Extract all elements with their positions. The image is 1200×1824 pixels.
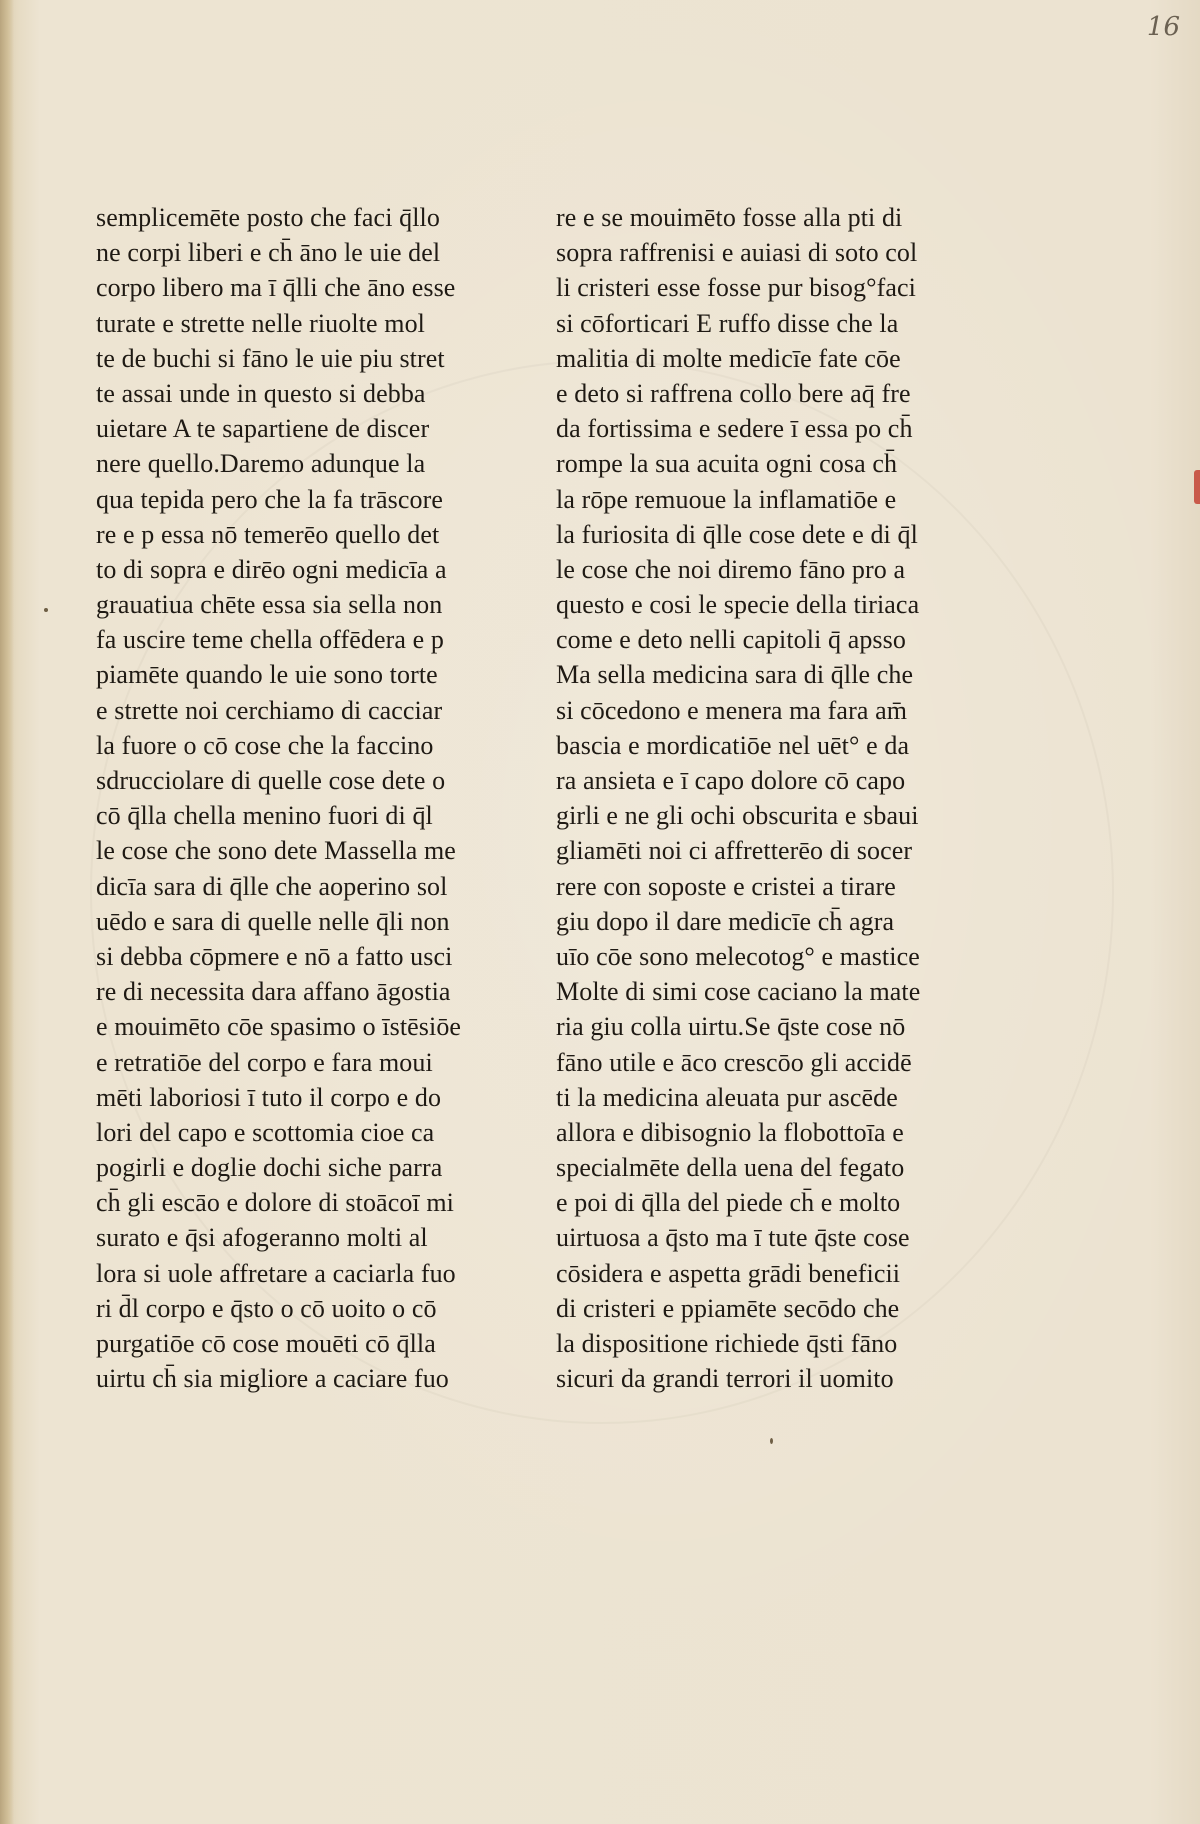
text-line: Molte di simi cose caciano la mate [556, 977, 921, 1007]
text-line: purgatiōe cō cose mouēti cō q̄lla [96, 1329, 436, 1358]
text-line: ne corpi liberi e ch̄ āno le uie del [96, 238, 441, 268]
text-line: allora e dibisognio la flobottoīa e [556, 1117, 904, 1147]
text-line: te de buchi si fāno le uie piu stret [96, 343, 445, 373]
text-line: si cōforticari E ruffo disse che la [556, 308, 899, 338]
text-line: pogirli e doglie dochi siche parra [96, 1153, 443, 1183]
text-line: e strette noi cerchiamo di cacciar [96, 695, 443, 725]
text-line: uirtu ch̄ sia migliore a caciare fuo [96, 1364, 449, 1394]
text-line: rompe la sua acuita ogni cosa ch̄ [556, 449, 898, 479]
text-line: uietare A te sapartiene de discer [96, 414, 430, 444]
red-edge-mark [1194, 470, 1200, 504]
text-line: le cose che sono dete Massella me [96, 836, 456, 866]
text-line: corpo libero ma ī q̄lli che āno esse [96, 273, 456, 303]
text-line: questo e cosi le specie della tiriaca [556, 590, 920, 620]
text-line: grauatiua chēte essa sia sella non [96, 590, 443, 620]
text-column-left [96, 200, 496, 1396]
text-line: to di sopra e dirēo ogni medicīa a [96, 554, 447, 584]
text-line: malitia di molte medicīe fate cōe [556, 343, 901, 373]
text-line: surato e q̄si afogeranno molti al [96, 1223, 428, 1253]
text-line: sopra raffrenisi e auiasi di soto col [556, 238, 918, 268]
text-line: la furiosita di q̄lle cose dete e di q̄l [556, 519, 918, 549]
text-line: le cose che noi diremo fāno pro a [556, 554, 906, 584]
text-line: nere quello.Daremo adunque la [96, 449, 426, 479]
text-line: lori del capo e scottomia cioe ca [96, 1117, 435, 1147]
text-line: uirtuosa a q̄sto ma ī tute q̄ste cose [556, 1223, 910, 1253]
text-line: e deto si raffrena collo bere aq̄ fre [556, 378, 911, 408]
text-line: li cristeri esse fosse pur bisog°faci [556, 273, 916, 303]
text-line: dicīa sara di q̄lle che aoperino sol [96, 871, 448, 901]
text-line: come e deto nelli capitoli q̄ apsso [556, 625, 906, 655]
text-line: uēdo e sara di quelle nelle q̄li non [96, 906, 450, 936]
text-line: semplicemēte posto che faci q̄llo [96, 203, 440, 232]
text-line: ch̄ gli escāo e dolore di stoācoī mi [96, 1188, 455, 1218]
text-line: piamēte quando le uie sono torte [96, 660, 438, 690]
binding-edge [0, 0, 14, 1824]
text-line: turate e strette nelle riuolte mol [96, 308, 425, 338]
text-line: la fuore o cō cose che la faccino [96, 730, 434, 760]
text-line: la dispositione richiede q̄sti fāno [556, 1329, 898, 1358]
text-line: fa uscire teme chella offēdera e p [96, 625, 444, 655]
text-line: e poi di q̄lla del piede ch̄ e molto [556, 1188, 901, 1218]
text-line: da fortissima e sedere ī essa po ch̄ [556, 414, 913, 444]
text-line: rere con soposte e cristei a tirare [556, 871, 896, 901]
text-line: girli e ne gli ochi obscurita e sbaui [556, 801, 919, 831]
text-line: e retratiōe del corpo e fara moui [96, 1047, 433, 1077]
text-line: fāno utile e āco crescōo gli accidē [556, 1047, 912, 1077]
text-line: giu dopo il dare medicīe ch̄ agra [556, 906, 895, 936]
text-line: si debba cōpmere e nō a fatto usci [96, 941, 453, 971]
paper-speck [770, 1438, 773, 1444]
text-line: re e se mouimēto fosse alla pti di [556, 203, 903, 232]
text-line: ra ansieta e ī capo dolore cō capo [556, 766, 906, 795]
text-line: ri d̄l corpo e q̄sto o cō uoito o cō [96, 1293, 437, 1323]
paper-speck [44, 608, 48, 612]
text-line: re e p essa nō temerēo quello det [96, 519, 440, 549]
text-line: bascia e mordicatiōe nel uēt° e da [556, 730, 910, 760]
text-line: sicuri da grandi terrori il uomito [556, 1364, 894, 1394]
text-column-right [556, 200, 956, 1396]
text-line: qua tepida pero che la fa trāscore [96, 484, 443, 514]
text-line: mēti laboriosi ī tuto il corpo e do [96, 1082, 442, 1112]
text-line: uīo cōe sono melecotog° e mastice [556, 941, 920, 971]
text-line: la rōpe remuoue la inflamatiōe e [556, 484, 897, 514]
text-line: ti la medicina aleuata pur ascēde [556, 1082, 898, 1112]
text-line: ria giu colla uirtu.Se q̄ste cose nō [556, 1012, 906, 1042]
text-line: cō q̄lla chella menino fuori di q̄l [96, 801, 433, 831]
text-line: Ma sella medicina sara di q̄lle che [556, 660, 914, 690]
text-line: specialmēte della uena del fegato [556, 1153, 905, 1183]
text-line: te assai unde in questo si debba [96, 378, 426, 408]
text-line: cōsidera e aspetta grādi beneficii [556, 1258, 901, 1288]
text-line: si cōcedono e menera ma fara am̄ [556, 695, 908, 725]
text-line: e mouimēto cōe spasimo o īstēsiōe [96, 1012, 462, 1042]
text-line: di cristeri e ppiamēte secōdo che [556, 1293, 900, 1323]
folio-number: 16 [1146, 12, 1180, 42]
text-line: re di necessita dara affano āgostia [96, 977, 451, 1007]
text-line: lora si uole affretare a caciarla fuo [96, 1258, 456, 1288]
text-line: sdrucciolare di quelle cose dete o [96, 766, 446, 795]
text-line: gliamēti noi ci affretterēo di socer [556, 836, 913, 866]
